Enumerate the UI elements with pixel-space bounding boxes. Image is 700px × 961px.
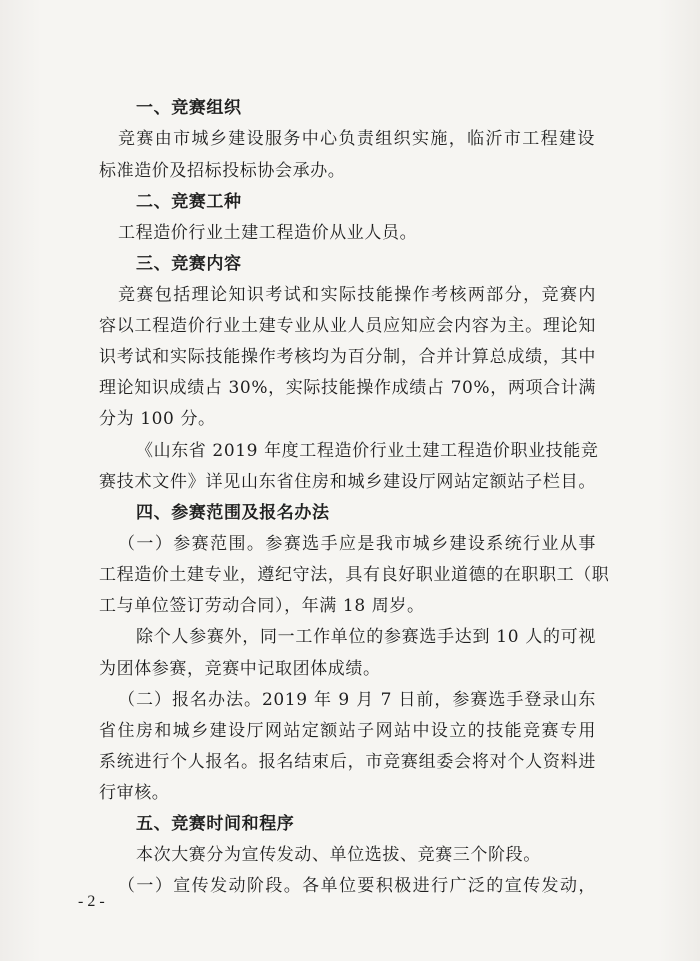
paragraph-line: 赛技术文件》详见山东省住房和城乡建设厅网站定额站子栏目。	[99, 472, 596, 492]
paragraph-line: 竞赛由市城乡建设服务中心负责组织实施，临沂市工程建设	[118, 129, 595, 149]
page-number: - 2 -	[78, 893, 105, 910]
paragraph-line: （一）宣传发动阶段。各单位要积极进行广泛的宣传发动，	[118, 876, 596, 896]
paragraph-line: 分为 100 分。	[99, 409, 216, 429]
section-heading-2: 二、竞赛工种	[136, 192, 242, 212]
paragraph-line: 省住房和城乡建设厅网站定额站子网站中设立的技能竞赛专用	[99, 721, 596, 741]
paragraph-line: 竞赛包括理论知识考试和实际技能操作考核两部分，竞赛内	[118, 285, 596, 305]
paragraph-line: 工与单位签订劳动合同），年满 18 周岁。	[99, 596, 425, 616]
paragraph-line: 理论知识成绩占 30%，实际技能操作成绩占 70%，两项合计满	[99, 378, 596, 398]
paragraph-line: 系统进行个人报名。报名结束后，市竞赛组委会将对个人资料进	[99, 752, 596, 772]
paragraph-line: 本次大赛分为宣传发动、单位选拔、竞赛三个阶段。	[136, 845, 541, 865]
paragraph-line: 识考试和实际技能操作考核均为百分制，合并计算总成绩，其中	[99, 347, 596, 367]
paragraph-line: 为团体参赛，竞赛中记取团体成绩。	[99, 659, 381, 679]
paragraph-line: 容以工程造价行业土建专业从业人员应知应会内容为主。理论知	[99, 316, 596, 336]
paragraph-line: 行审核。	[99, 783, 170, 803]
section-heading-1: 一、竞赛组织	[136, 98, 242, 118]
paragraph-line: 工程造价行业土建工程造价从业人员。	[118, 223, 418, 243]
paragraph-line: 除个人参赛外，同一工作单位的参赛选手达到 10 人的可视	[136, 627, 596, 647]
section-heading-3: 三、竞赛内容	[136, 254, 242, 274]
paragraph-line: （一）参赛范围。参赛选手应是我市城乡建设系统行业从事	[118, 534, 596, 554]
paragraph-line: 《山东省 2019 年度工程造价行业土建工程造价职业技能竞	[136, 441, 599, 461]
section-heading-5: 五、竞赛时间和程序	[136, 814, 295, 834]
paragraph-line: 标准造价及招标投标协会承办。	[99, 161, 346, 181]
paragraph-line: （二）报名办法。2019 年 9 月 7 日前，参赛选手登录山东	[118, 690, 596, 710]
paragraph-line: 工程造价土建专业，遵纪守法，具有良好职业道德的在职职工（职	[99, 565, 610, 585]
section-heading-4: 四、参赛范围及报名办法	[136, 503, 330, 523]
